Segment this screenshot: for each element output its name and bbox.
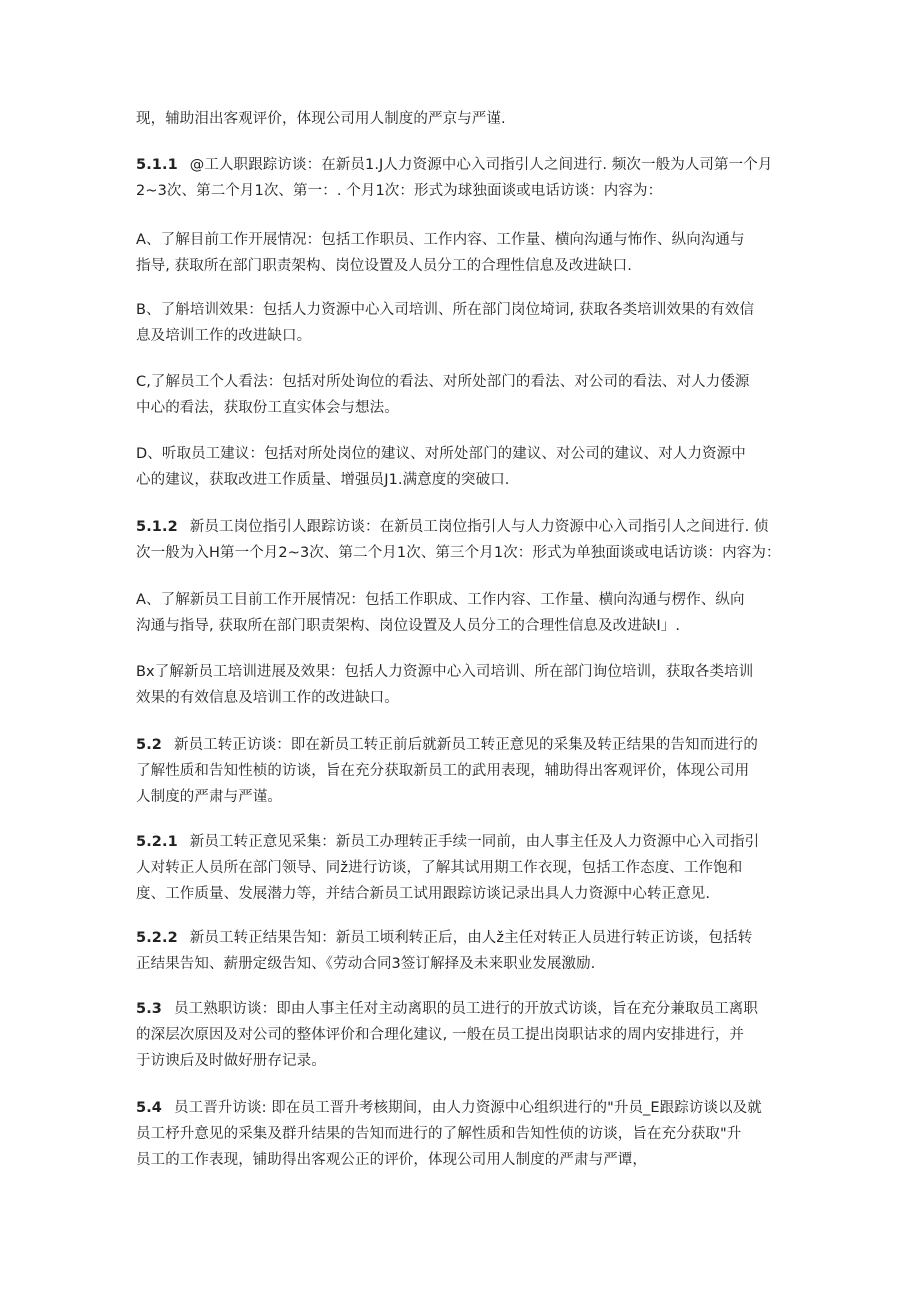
text-segment: 员工晋升访谈: 即在员工晋升考核期间，由人力资源中心组织进行的"升员_E跟踪访谈以及就 (174, 1100, 762, 1116)
section-number: 5.1.2 (136, 519, 178, 535)
text-segment: 新员工转正结果告知：新员工顷利转正后，由人ž主任对转正人员进行转正访谈，包括转 (189, 930, 753, 946)
paragraph-intro-continuation (136, 106, 786, 132)
text-line (136, 732, 786, 758)
item-b-training-effect (136, 297, 786, 349)
section-5-1-2 (136, 514, 786, 566)
text-line: D、听取员工建议：包括对所处岗位的建议、对所处部门的建议、对公司的建议、对人力资源中 (136, 446, 746, 462)
text-line: 2~3次、第二个月1次、第一：. 个月1次：形式为球独面谈或电话访谈：内容为： (136, 183, 663, 199)
text-line: Bx了解新员工培训进展及效果：包括人力资源中心入司培训、所在部门询位培训，获取各类培训 (136, 664, 754, 680)
text-line: 沟通与指导, 获取所在部门职责架构、岗位设置及人员分工的合理性信息及改进缺I」. (136, 618, 681, 634)
text-line: 正结果告知、薪册定级告知、《劳动合同3签订解择及未来职业发展激励. (136, 956, 596, 972)
text-line: 人制度的严肃与严谨。 (136, 789, 282, 805)
text-line: 了解性质和告知性桢的访谈，旨在充分获取新员工的武用表现，辅助得出客观评价，体现公司用 (136, 763, 750, 779)
text-line (136, 829, 786, 855)
item-b-new-employee-training (136, 659, 786, 711)
section-5-1-1 (136, 152, 786, 204)
text-line (136, 152, 786, 178)
text-line: 心的建议，获取改进工作质量、增强员J1.满意度的突破口. (136, 472, 510, 488)
text-segment: @工人职跟踪访谈：在新员1.J人力资源中心入司指引人之间进行. 频次一般为人司第一个月 (189, 157, 773, 173)
section-number: 5.2.1 (136, 834, 178, 850)
text-line: 员工杼升意见的采集及群升结果的告知而进行的了解性质和告知性侦的访谈，旨在充分获取"升 (136, 1126, 742, 1142)
section-5-3 (136, 996, 786, 1074)
section-5-2-2 (136, 925, 786, 977)
section-5-2 (136, 732, 786, 810)
text-segment: 新员工转正意见采集：新员工办理转正手续一同前，由人事主任及人力资源中心入司指引 (189, 834, 760, 850)
text-segment: 新员工转正访谈：即在新员工转正前后就新员工转正意见的采集及转正结果的告知而进行的 (174, 737, 758, 753)
text-line (136, 1095, 786, 1121)
text-line: 人对转正人员所在部门领导、同ž进行访谈，了解其试用期工作衣现，包括工作态度、工作饱和 (136, 860, 743, 876)
text-line: 现，辅助泪出客观评价，体现公司用人制度的严京与严谨. (136, 111, 506, 127)
text-line (136, 925, 786, 951)
text-line: 中心的看法，获取份工直实体会与想法。 (136, 400, 399, 416)
item-a-work-status (136, 227, 786, 279)
section-number: 5.2.2 (136, 930, 178, 946)
text-line: 效果的有效信息及培训工作的改进缺口。 (136, 690, 399, 706)
section-number: 5.2 (136, 737, 162, 753)
text-line: 员工的工作表现，铺助得出客观公正的评价，体现公司用人制度的严肃与严谭， (136, 1152, 647, 1168)
text-line: C,了解员工个人看法：包括对所处询位的看法、对所处部门的看法、对公司的看法、对人力倭源 (136, 374, 750, 390)
text-line: A、了解目前工作开展情况：包括工作职员、工作内容、工作量、横向沟通与怖作、纵向沟通与 (136, 232, 745, 248)
text-line: 指导, 获取所在部门职责架构、岗位设置及人员分工的合理性信息及改进缺口. (136, 258, 632, 274)
text-line (136, 996, 786, 1022)
section-5-2-1 (136, 829, 786, 907)
text-line: A、了解新员工目前工作开展情况：包括工作职成、工作内容、工作量、横向沟通与楞作、纵向 (136, 592, 745, 608)
text-line: B、了斛培训效果：包括人力资源中心入司培训、所在部门岗位埼词, 获取各类培训效果的有效信 (136, 302, 755, 318)
section-number: 5.4 (136, 1100, 162, 1116)
section-number: 5.3 (136, 1001, 162, 1017)
item-d-suggestions (136, 441, 786, 493)
section-5-4 (136, 1095, 786, 1173)
item-c-personal-views (136, 369, 786, 421)
text-segment: 新员工岗位指引人跟踪访谈：在新员工岗位指引人与人力资源中心入司指引人之间进行. 侦 (189, 519, 769, 535)
text-line: 度、工作质量、发展潜力等，并结合新员工试用跟踪访谈记录出具人力资源中心转正意见. (136, 886, 711, 902)
section-number: 5.1.1 (136, 157, 178, 173)
text-line: 息及培训工作的改进缺口。 (136, 328, 312, 344)
text-segment: 员工熟职访谈：即由人事主任对主动离职的员工进行的开放式访谈，旨在充分兼取员工离职 (174, 1001, 758, 1017)
text-line (136, 514, 786, 540)
item-a-new-employee-work (136, 587, 786, 639)
text-line: 于访谀后及时做好册存记录。 (136, 1053, 326, 1069)
text-line: 的深层次原因及对公司的整体评价和合理化建议, 一般在员工提出岗职诂求的周内安排进行，并 (136, 1027, 745, 1043)
text-line: 次一般为入H第一个月2~3次、第二个月1次、第三个月1次：形式为单独面谈或电话访谈：内容为： (136, 545, 781, 561)
